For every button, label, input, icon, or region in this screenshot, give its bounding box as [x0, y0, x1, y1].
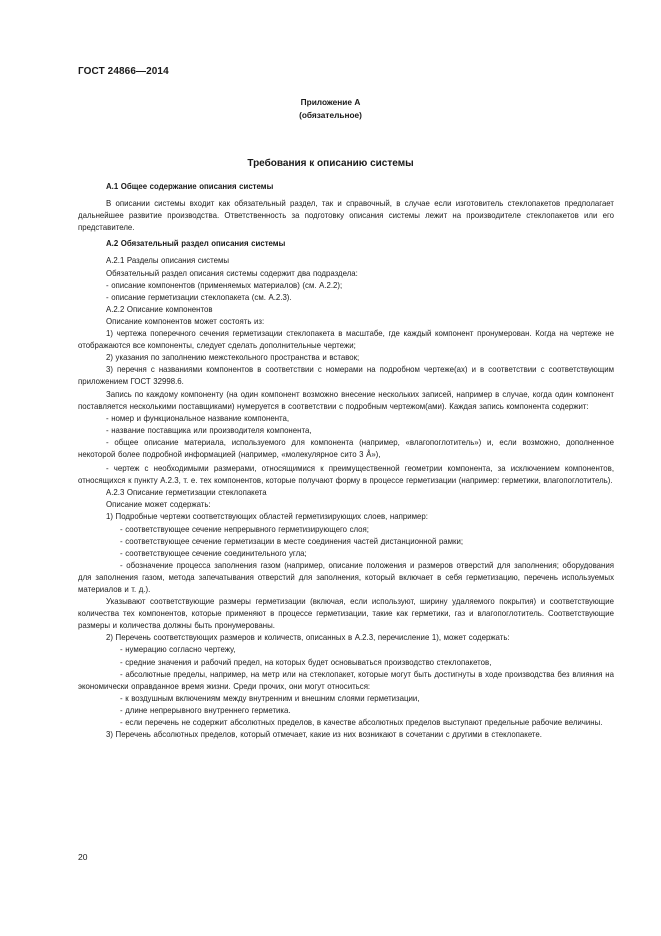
paragraph: Запись по каждому компоненту (на один компонент возможно внесение нескольких записей, например в случае, когда один компонент поставляется несколькими поставщиками) нумеруется в соответствии с подробным чертежом(ами). Каждая запись компонента содержит: [78, 389, 614, 411]
list-item: - средние значения и рабочий предел, на которых будет основываться производство стеклопакетов, [120, 657, 492, 667]
list-item: - чертеж с необходимыми размерами, относящимися к преимущественной геометрии компонента, за исключением компонентов, относящихся к пункту А.2.3, т. е. тех компонентов, которые получают форму в процессе герметизации (например: герметики, влагопоглотитель). [78, 464, 614, 486]
paragraph: Описание может содержать: [106, 500, 211, 510]
list-item: - описание компонентов (применяемых материалов) (см. А.2.2); [106, 280, 343, 290]
paragraph: Указывают соответствующие размеры герметизации (включая, если используют, ширину удаляемого покрытия) и соответствующие количества тех компонентов, которые применяют в процессе герметизации, такие как герметики, газ и влагопоглотитель. Соответствующие размеры и количества должны быть пронумерованы. [78, 597, 614, 631]
list-item: - абсолютные пределы, например, на метр или на стеклопакет, которые могут быть достигнуты в ходе производства без влияния на экономически оправданное время жизни. Среди прочих, они могут относиться: [78, 669, 614, 691]
list-item: - номер и функциональное название компонента, [106, 413, 290, 423]
list-item: - длине непрерывного внутреннего герметика. [120, 705, 291, 715]
list-item: 3) перечня с названиями компонентов в соответствии с номерами на подробном чертеже(ах) и в соответствии с соответствующим приложением ГОСТ 32998.6. [78, 365, 614, 387]
list-item: - если перечень не содержит абсолютных пределов, в качестве абсолютных пределов выступают предельные рабочие величины. [120, 718, 603, 728]
list-item: - соответствующее сечение соединительного угла; [120, 548, 307, 558]
paragraph: Описание компонентов может состоять из: [106, 316, 265, 326]
paragraph: В описании системы входит как обязательный раздел, так и справочный, в случае если изготовитель стеклопакетов предполагает дальнейшее развитие производства. Ответственность за подготовку описания системы лежит на производителе стеклопакетов или его представителе. [78, 199, 614, 233]
list-item: - описание герметизации стеклопакета (см. А.2.3). [106, 292, 292, 302]
subsection-heading: А.2.2 Описание компонентов [106, 304, 213, 314]
subsection-heading: А.2.1 Разделы описания системы [106, 256, 229, 266]
section-heading-a1: А.1 Общее содержание описания системы [106, 182, 274, 191]
list-item: 1) чертежа поперечного сечения герметизации стеклопакета в масштабе, где каждый компонент пронумерован. Когда на чертеже не отображаются все компоненты, следует сделать дополнительные чертежи; [78, 329, 614, 351]
list-item: - соответствующее сечение непрерывного герметизирующего слоя; [120, 524, 369, 534]
list-item: 2) Перечень соответствующих размеров и количеств, описанных в А.2.3, перечисление 1), может содержать: [106, 633, 510, 643]
list-item: - нумерацию согласно чертежу, [120, 645, 236, 655]
appendix-title: Приложение А [300, 97, 361, 107]
document-body [78, 180, 614, 741]
paragraph: Обязательный раздел описания системы содержит два подраздела: [106, 268, 358, 278]
list-item: 3) Перечень абсолютных пределов, который отмечает, какие из них возникают в сочетании с другими в стеклопакете. [106, 730, 542, 740]
list-item: - соответствующее сечение герметизации в месте соединения частей дистанционной рамки; [120, 536, 464, 546]
list-item: 1) Подробные чертежи соответствующих областей герметизирующих слоев, например: [106, 512, 428, 522]
standard-designation: ГОСТ 24866—2014 [78, 66, 169, 77]
list-item: - обозначение процесса заполнения газом (например, описание положения и размеров отверстий для заполнения; оборудования для заполнения газом, метода запечатывания отверстий для заполнения, который включает в себя герметизацию, перечень используемых материалов и т. д.). [78, 560, 614, 594]
appendix-subtitle: (обязательное) [299, 110, 362, 120]
list-item: 2) указания по заполнению межстекольного пространства и вставок; [106, 353, 360, 363]
document-title: Требования к описанию системы [247, 158, 414, 169]
page-number: 20 [78, 852, 88, 862]
list-item: - к воздушным включениям между внутренним и внешним слоями герметизации, [120, 693, 420, 703]
section-heading-a2: А.2 Обязательный раздел описания системы [106, 239, 286, 249]
list-item: - общее описание материала, используемого для компонента (например, «влагопоглотитель») и, если возможно, дополненное некоторой более подробной информацией (например, «молекулярное сито 3 Å»), [78, 437, 614, 459]
subsection-heading: А.2.3 Описание герметизации стеклопакета [106, 488, 267, 498]
list-item: - название поставщика или производителя компонента, [106, 425, 312, 435]
